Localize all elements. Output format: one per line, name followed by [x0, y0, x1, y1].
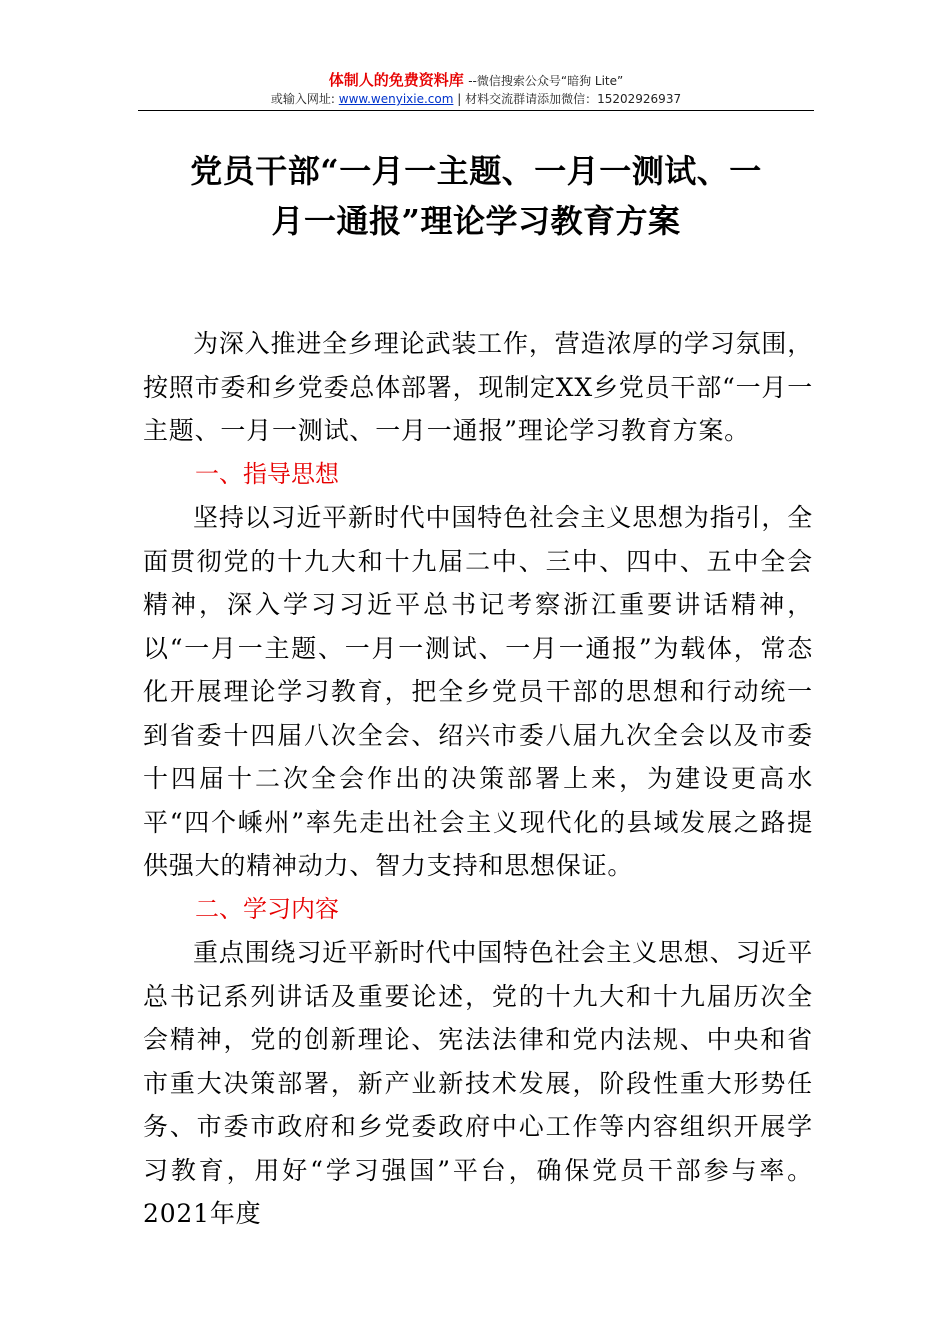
- section-paragraph-study-content: 重点围绕习近平新时代中国特色社会主义思想、习近平总书记系列讲话及重要论述，党的十九大和十九届历次全会精神，党的创新理论、宪法法律和党内法规、中央和省市重大决策部署，新产业新技术发展，阶段性重大形势任务、市委市政府和乡党委政府中心工作等内容组织开展学习教育，用好“学习强国”平台，确保党员干部参与率。2021年度: [143, 938, 813, 1228]
- page-header: [138, 70, 814, 108]
- title-line-2: 月一通报”理论学习教育方案: [271, 202, 681, 240]
- header-contact: | 材料交流群请添加微信：15202926937: [457, 92, 682, 106]
- header-contact-line: [138, 91, 814, 108]
- section-heading-study-content: 二、学习内容: [195, 894, 339, 923]
- section-heading-guiding-ideology: 一、指导思想: [195, 459, 339, 488]
- header-divider: [138, 110, 814, 111]
- title-line-1: 党员干部“一月一主题、一月一测试、一: [190, 152, 762, 190]
- intro-paragraph: 为深入推进全乡理论武装工作，营造浓厚的学习氛围，按照市委和乡党委总体部署，现制定XX乡党员干部“一月一主题、一月一测试、一月一通报”理论学习教育方案。: [143, 329, 813, 445]
- header-url-prefix: 或输入网址:: [270, 92, 335, 106]
- header-url-link[interactable]: www.wenyixie.com: [338, 92, 454, 106]
- header-brand-line: [138, 70, 814, 91]
- document-title: [138, 146, 814, 246]
- header-tagline: --微信搜索公众号“暗狗 Lite”: [468, 74, 624, 88]
- document-body: [143, 322, 813, 1236]
- header-brand: 体制人的免费资料库: [328, 71, 464, 89]
- section-paragraph-guiding-ideology: 坚持以习近平新时代中国特色社会主义思想为指引，全面贯彻党的十九大和十九届二中、三中、四中、五中全会精神，深入学习习近平总书记考察浙江重要讲话精神，以“一月一主题、一月一测试、一月一通报”为载体，常态化开展理论学习教育，把全乡党员干部的思想和行动统一到省委十四届八次全会、绍兴市委八届九次全会以及市委十四届十二次全会作出的决策部署上来，为建设更高水平“四个嵊州”率先走出社会主义现代化的县域发展之路提供强大的精神动力、智力支持和思想保证。: [143, 503, 813, 880]
